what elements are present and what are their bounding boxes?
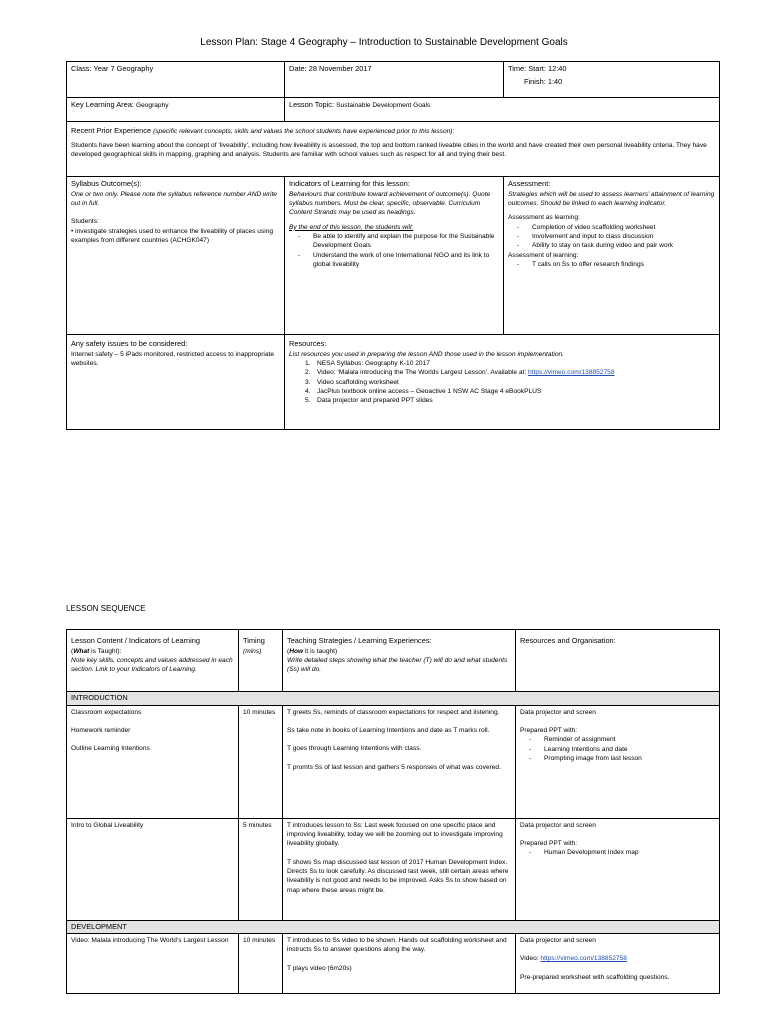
class-cell (67, 62, 285, 98)
content-item: Classroom expectations (71, 708, 142, 716)
resource-title: Data projector and screen (520, 937, 596, 945)
content-header: Lesson Content / Indicators of Learning (What is Taught): Note key skills, concepts and values addressed in each section. Link to your Indicators of Learning. (67, 630, 239, 692)
teaching-header-hint: Write detailed steps showing what the teacher (T) will do and what students (Ss) will do. (287, 656, 508, 674)
assessment-item: - T calls on Ss to offer research findings (532, 260, 715, 269)
safety-label: Any safety issues to be considered: (71, 339, 188, 348)
prior-hint: (specific relevant concepts, skills and values the school students have experienced prior to this lesson): (153, 128, 455, 135)
resource-title: Data projector and screen (520, 821, 596, 829)
resources-org-cell (516, 705, 720, 818)
syllabus-cell (67, 177, 285, 335)
kla-label: Key Learning Area: (71, 100, 134, 109)
resource-org-item: - Human Development Index map (544, 848, 715, 857)
assessment-of-list (508, 260, 715, 269)
indicator-item: - Be able to identify and explain the purpose for the Sustainable Development Goals (313, 232, 499, 251)
resources-org-cell (516, 818, 720, 920)
resource-list (520, 735, 715, 763)
resource-item: 5. Data projector and prepared PPT slides (305, 397, 433, 405)
timing-header-label: Timing (243, 636, 265, 645)
topic-label: Lesson Topic: (289, 100, 335, 109)
time-start-value: 12:40 (547, 64, 567, 73)
indicators-list (289, 232, 499, 269)
resource-item: 2. Video: ‘Malala introducing the The Worlds Largest Lesson’. Available at: https://vimeo.com/138852758 (305, 369, 615, 377)
resources-hint: List resources you used in preparing the lesson AND those used in the lesson implementation. (289, 350, 565, 358)
content-header-what: What (73, 647, 90, 655)
section-development: DEVELOPMENT (67, 920, 720, 934)
time-cell (504, 62, 720, 98)
content-item: Video: Malala introducing The World’s Largest Lesson (71, 937, 229, 945)
assessment-cell (504, 177, 720, 335)
content-item: Intro to Global Liveability (71, 821, 144, 829)
prior-experience-cell (67, 122, 720, 177)
resource-item: 3. Video scaffolding worksheet (305, 378, 399, 386)
content-cell (67, 705, 239, 818)
resources-list (289, 359, 715, 406)
indicators-cell (285, 177, 504, 335)
resource-sub: Prepared PPT with: (520, 839, 578, 847)
content-cell (67, 818, 239, 920)
time-finish-value: 1:40 (547, 76, 563, 86)
resources-label: Resources: (289, 339, 327, 348)
class-label: Class: (71, 64, 92, 73)
assessment-label: Assessment: (508, 179, 551, 188)
teaching-step: T introduces lesson to Ss: Last week focused on one specific place and improving liveability, today we will be zooming out to investigate improving liveability globally. (287, 821, 503, 848)
teaching-header-label: Teaching Strategies / Learning Experiences: (287, 636, 432, 645)
resource-sub: Prepared PPT with: (520, 726, 578, 734)
teaching-cell (283, 818, 516, 920)
resource-item: 4. JacPlus textbook online access – Geoactive 1 NSW AC Stage 4 eBookPLUS (305, 387, 542, 395)
teaching-step: T plays video (6m20s) (287, 964, 352, 972)
indicator-item: - Understand the work of one International NGO and its link to global liveability (313, 251, 499, 270)
assessment-hint: Strategies which will be used to assess learners’ attainment of learning outcomes. Should be linked to each learning indicator. (508, 190, 715, 207)
assessment-as-list (508, 223, 715, 251)
content-cell (67, 934, 239, 994)
section-introduction: INTRODUCTION (67, 692, 720, 706)
timing-cell: 10 minutes (239, 934, 283, 994)
resource-org-item: - Learning Intentions and date (544, 745, 715, 754)
vimeo-link[interactable]: https://vimeo.com/138852758 (528, 369, 615, 377)
lesson-sequence-table (66, 629, 720, 994)
assessment-item: - Completion of video scaffolding worksheet (532, 223, 715, 232)
teaching-header-how: How (289, 647, 304, 655)
teaching-step: T introduces to Ss video to be shown. Hands out scaffolding worksheet and instructs Ss to answer questions along the way. (287, 937, 507, 954)
prior-label: Recent Prior Experience (71, 126, 152, 135)
students-label: Students: (71, 218, 99, 226)
teaching-step: T goes through Learning Intentions with class. (287, 745, 422, 753)
kla-cell (67, 98, 285, 122)
date-label: Date: (289, 64, 307, 73)
teaching-step: T shows Ss map discussed last lesson of 2017 Human Development Index. Directs Ss to look carefully. As discussed last week, still certain areas where liveability is not good and needs to be improved. Asks Ss to show based on map where these areas might be. (287, 858, 509, 894)
content-item: Homework reminder (71, 726, 131, 734)
document-title: Lesson Plan: Stage 4 Geography – Introduction to Sustainable Development Goals (200, 37, 568, 48)
resource-extra: Pre-prepared worksheet with scaffolding questions. (520, 973, 670, 981)
teaching-cell (283, 705, 516, 818)
resources-cell (285, 335, 720, 430)
resource-video: Video: https://vimeo.com/138852758 (520, 955, 627, 963)
syllabus-outcome: • investigate strategies used to enhance the liveability of places using examples from different countries (ACHGK047) (71, 227, 274, 244)
teaching-cell (283, 934, 516, 994)
resource-org-item: - Prompting image from last lesson (544, 754, 715, 763)
timing-cell: 10 minutes (239, 705, 283, 818)
date-cell (285, 62, 504, 98)
resource-item: 1. NESA Syllabus: Geography K-10 2017 (305, 359, 430, 367)
timing-header (239, 630, 283, 692)
lesson-sequence-heading: LESSON SEQUENCE (66, 604, 146, 613)
prior-text: Students have been learning about the concept of ‘liveability’, including how liveability is assessed, the top and bottom ranked liveable cities in the world and have created their own personal liveability criteria. They have developed geographical skills in mapping, graphing and analysis. Students are familiar with school values such as respect for all and trying their best. (71, 141, 707, 159)
assessment-item: - Involvement and input to class discussion (532, 232, 715, 241)
assessment-item: - Ability to stay on task during video and pair work (532, 241, 715, 250)
resource-list (520, 848, 715, 857)
content-header-label: Lesson Content / Indicators of Learning (71, 636, 201, 645)
safety-text: Internet safety – 5 iPads monitored, restricted access to inappropriate websites. (71, 350, 275, 367)
resource-org-item: - Reminder of assignment (544, 735, 715, 744)
kla-value: Geography (135, 102, 169, 109)
syllabus-hint: One or two only. Please note the syllabus reference number AND write out in full. (71, 190, 277, 207)
syllabus-label: Syllabus Outcome(s): (71, 179, 142, 188)
assessment-as-label: Assessment as learning: (508, 214, 580, 222)
lesson-plan-table (66, 61, 720, 430)
resources-header-label: Resources and Organisation: (520, 636, 616, 645)
teaching-step: T promts Ss of last lesson and gathers 5 responses of what was covered. (287, 763, 501, 771)
time-start-label: Time: Start: (508, 64, 546, 73)
assessment-of-label: Assessment of learning: (508, 251, 579, 259)
teaching-header: Teaching Strategies / Learning Experiences: (How it is taught) Write detailed steps showing what the teacher (T) will do and what students (Ss) will do. (283, 630, 516, 692)
resources-org-cell (516, 934, 720, 994)
safety-cell (67, 335, 285, 430)
date-value: 28 November 2017 (308, 64, 372, 73)
vimeo-link[interactable]: https://vimeo.com/138852758 (540, 955, 627, 963)
indicators-label: Indicators of Learning for this lesson: (289, 179, 410, 188)
resources-header (516, 630, 720, 692)
timing-cell: 5 minutes (239, 818, 283, 920)
teaching-step: Ss take note in books of Learning Intentions and date as T marks roll. (287, 726, 490, 734)
teaching-step: T greets Ss, reminds of classroom expectations for respect and listening. (287, 708, 500, 716)
class-value: Year 7 Geography (93, 64, 154, 73)
time-finish-label: Finish: (524, 76, 546, 86)
content-header-hint: Note key skills, concepts and values addressed in each section. Link to your Indicators of Learning. (71, 656, 233, 674)
timing-header-hint: (mins) (243, 647, 262, 655)
topic-value: Sustainable Development Goals (336, 102, 431, 109)
resource-title: Data projector and screen (520, 708, 596, 716)
content-item: Outline Learning Intentions (71, 745, 150, 753)
indicators-hint: Behaviours that contribute toward achievement of outcome(s). Quote syllabus numbers. Must be clear, specific, observable. Curriculum Content Strands may be used as headings. (289, 190, 491, 217)
topic-cell (285, 98, 720, 122)
indicators-intro: By the end of this lesson, the students will: (289, 223, 414, 231)
